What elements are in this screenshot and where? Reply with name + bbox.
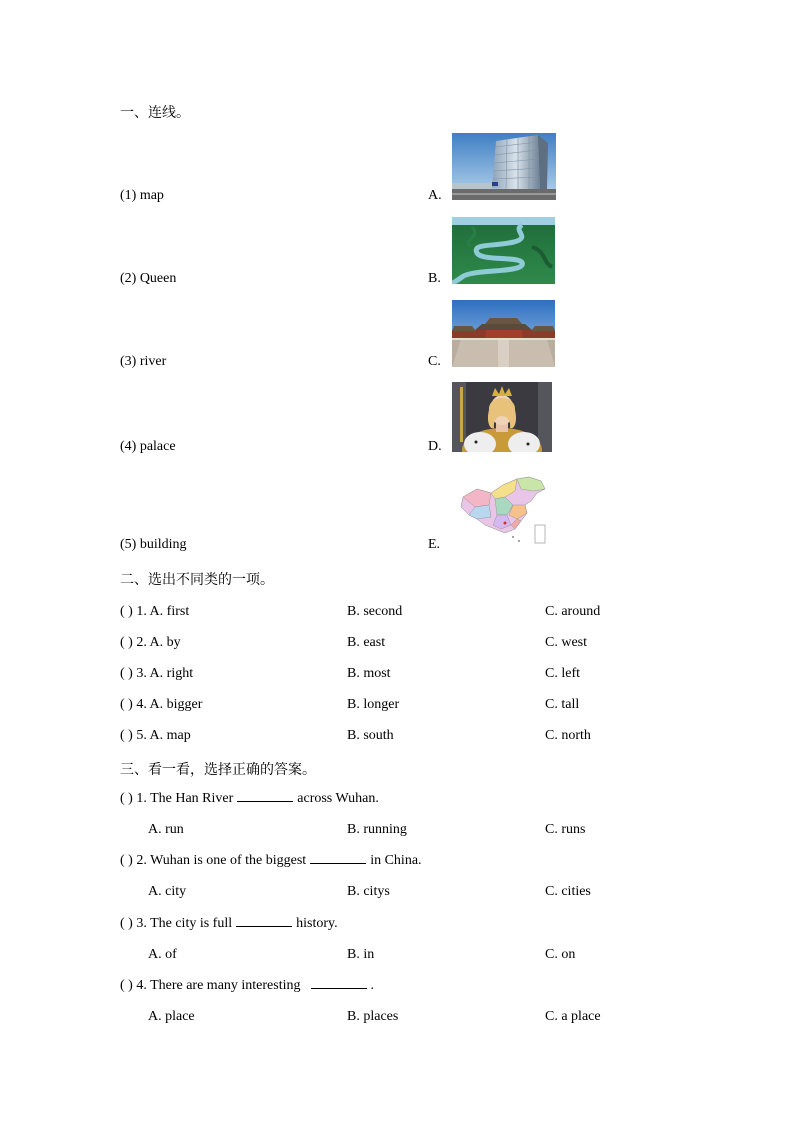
s3-q3-stem: ( ) 3. The city is full [120,916,233,931]
match-letter-a: A. [428,188,442,203]
section2-title: 二、选出不同类的一项。 [120,572,274,588]
s3-q1-b: B. running [347,822,407,837]
s3-q3 [120,916,338,932]
s3-q2-tail: in China. [370,853,422,868]
s2-q4-b: B. longer [347,697,400,712]
s2-q1: ( ) 1. A. first [120,604,190,619]
match-letter-d: D. [428,439,442,454]
s2-q2-b: B. east [347,635,386,650]
s3-q4 [120,978,374,994]
match-letter-c: C. [428,354,441,369]
s2-q2: ( ) 2. A. by [120,635,181,650]
s2-q1-b: B. second [347,604,403,619]
s3-q3-tail: history. [296,916,338,931]
s3-q3-a: A. of [148,947,177,962]
s2-q5-c: C. north [545,728,591,743]
section3-title: 三、看一看，选择正确的答案。 [120,762,316,778]
s2-q2-c: C. west [545,635,587,650]
s2-q5: ( ) 5. A. map [120,728,191,743]
s2-q4: ( ) 4. A. bigger [120,697,203,712]
s3-q1-stem: ( ) 1. The Han River [120,791,234,806]
s3-q1-tail: across Wuhan. [297,791,379,806]
s3-q4-c: C. a place [545,1009,601,1024]
s3-q4-b: B. places [347,1009,399,1024]
s3-q2-stem: ( ) 2. Wuhan is one of the biggest [120,853,307,868]
building-image [452,133,556,200]
s2-q1-c: C. around [545,604,601,619]
s2-q3: ( ) 3. A. right [120,666,194,681]
answer-blank[interactable] [310,862,366,864]
s3-q2-c: C. cities [545,884,591,899]
match-word-5: (5) building [120,537,187,552]
match-word-2: (2) Queen [120,271,177,286]
s2-q5-b: B. south [347,728,394,743]
s3-q1-c: C. runs [545,822,586,837]
palace-image [452,300,555,367]
answer-blank[interactable] [311,987,367,989]
s3-q3-b: B. in [347,947,375,962]
match-word-3: (3) river [120,354,167,369]
s2-q4-c: C. tall [545,697,580,712]
answer-blank[interactable] [237,800,293,802]
match-word-1: (1) map [120,188,164,203]
s3-q2-b: B. citys [347,884,390,899]
match-word-4: (4) palace [120,439,176,454]
s3-q3-c: C. on [545,947,576,962]
s3-q2-a: A. city [148,884,187,899]
s2-q3-c: C. left [545,666,580,681]
match-letter-e: E. [428,537,441,552]
s3-q1 [120,791,379,807]
s3-q2 [120,853,422,869]
match-letter-b: B. [428,271,441,286]
queen-image [452,382,552,452]
section1-title: 一、连线。 [120,105,190,121]
answer-blank[interactable] [236,925,292,927]
china-map-image [455,475,553,548]
s2-q3-b: B. most [347,666,391,681]
s3-q4-a: A. place [148,1009,195,1024]
river-image [452,217,555,284]
s3-q1-a: A. run [148,822,184,837]
s3-q4-tail: . [370,978,375,993]
s3-q4-stem: ( ) 4. There are many interesting [120,978,301,993]
